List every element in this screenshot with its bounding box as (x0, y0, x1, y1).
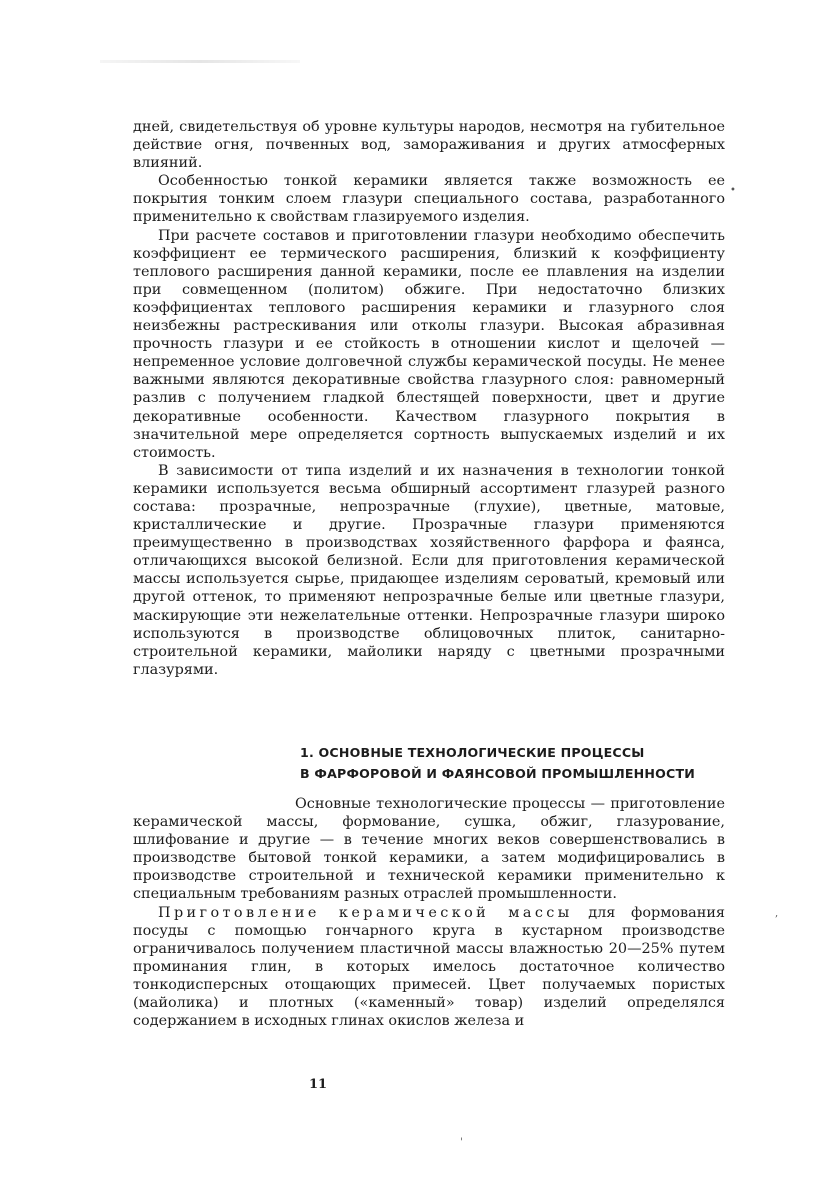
section-body-text (133, 795, 725, 1030)
paragraph-glaze-types: В зависимости от типа изделий и их назначения в технологии тонкой керамики используется весьма обширный ассортимент глазурей разного состава: прозрачные, непрозрачные (глухие), цветные, матовые, кристаллические и другие. Прозрачные глазури применяются преимущественно в производствах хозяйственного фарфора и фаянса, отличающихся высокой белизной. Если для приготовления керамической массы используется сырье, придающее изделиям сероватый, кремовый или другой оттенок, то применяют непрозрачные белые или цветные глазури, маскирующие эти нежелательные оттенки. Непрозрачные глазури широко используются в производстве облицовочных плиток, санитарно-строительной керамики, майолики наряду с цветными прозрачными глазурями. (133, 462, 725, 678)
section-heading-line-1: 1. ОСНОВНЫЕ ТЕХНОЛОГИЧЕСКИЕ ПРОЦЕССЫ (300, 745, 645, 760)
spaced-term: Приготовление керамической массы (158, 904, 573, 921)
paragraph-main-processes-text: Основные технологические процессы — приготовление керамической массы, формование, сушка, обжиг, глазурование, шлифование и другие — в течение многих веков совершенствовались в производстве бытовой тонкой керамики, а затем модифицировались в производстве строительной и технической керамики применительно к специальным требованиям разных отраслей промышленности. (133, 796, 725, 903)
paragraph-glaze-coating: Особенностью тонкой керамики является также возможность ее покрытия тонким слоем глазури специального состава, разработанного применительно к свойствам глазируемого изделия. (133, 173, 725, 226)
body-text (133, 118, 725, 679)
paragraph-mass-preparation-text: для формования посуды с помощью гончарного круга в кустарном производстве ограничивалось получением пластичной массы влажностью 20—25% путем проминания глин, в которых имелось достаточное количество тонкодисперсных отощающих примесей. Цвет получаемых пористых (майолика) и плотных («каменный» товар) изделий определялся содержанием в исходных глинах окислов железа и (133, 904, 725, 1030)
scan-mark: , (775, 908, 779, 919)
paragraph-glaze-calculation: При расчете составов и приготовлении глазури необходимо обеспечить коэффициент ее термического расширения, близкий к коэффициенту теплового расширения данной керамики, после ее плавления на изделии при совмещенном (политом) обжиге. При недостаточно близких коэффициентах теплового расширения керамики и глазурного слоя неизбежны растрескивания или отколы глазури. Высокая абразивная прочность глазури и ее стойкость в отношении кислот и щелочей — непременное условие долговечной службы керамической посуды. Не менее важными являются декоративные свойства глазурного слоя: равномерный разлив с получением гладкой блестящей поверхности, цвет и другие декоративные особенности. Качеством глазурного покрытия в значительной мере определяется сортность выпускаемых изделий и их стоимость. (133, 227, 725, 461)
scan-smudge (100, 60, 300, 63)
paragraph-mass-preparation (133, 904, 725, 1031)
scan-mark: ' (460, 1137, 463, 1148)
page-number: 11 (309, 1077, 328, 1092)
section-heading (300, 742, 740, 784)
paragraph-main-processes (133, 795, 725, 904)
scan-mark: • (730, 185, 736, 196)
section-heading-line-2: В ФАРФОРОВОЙ И ФАЯНСОВОЙ ПРОМЫШЛЕННОСТИ (300, 766, 696, 781)
paragraph-continued: дней, свидетельствуя об уровне культуры народов, несмотря на губительное действие огня, почвенных вод, замораживания и других атмосферных влияний. (133, 119, 725, 172)
